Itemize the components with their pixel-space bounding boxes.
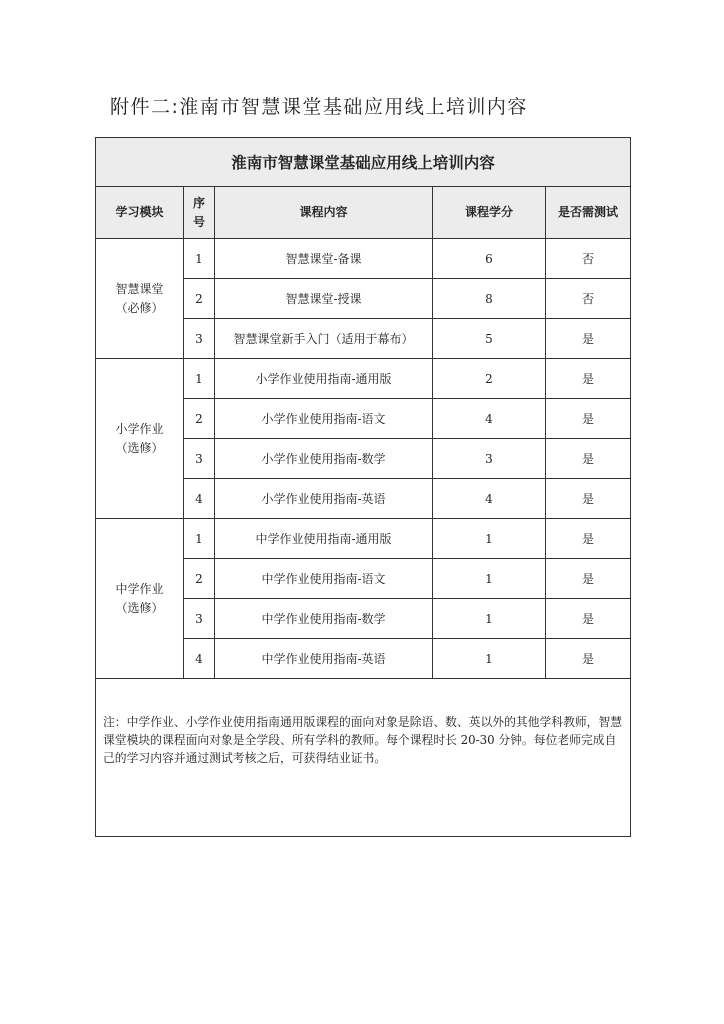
course-content-cell: 中学作业使用指南-数学: [215, 599, 433, 639]
module-name: 智慧课堂: [115, 281, 164, 296]
module-cell: [96, 519, 184, 679]
header-seq-line2: 号: [192, 214, 205, 229]
credit-cell: 3: [433, 439, 546, 479]
table-title: 淮南市智慧课堂基础应用线上培训内容: [96, 138, 631, 187]
module-name: 小学作业: [115, 421, 164, 436]
course-content-cell: 小学作业使用指南-英语: [215, 479, 433, 519]
course-content-cell: 小学作业使用指南-语文: [215, 399, 433, 439]
seq-cell: 1: [184, 239, 215, 279]
credit-cell: 1: [433, 519, 546, 559]
header-credit: 课程学分: [433, 187, 546, 239]
course-content-cell: 智慧课堂新手入门（适用于幕布）: [215, 319, 433, 359]
note-text: 注：中学作业、小学作业使用指南通用版课程的面向对象是除语、数、英以外的其他学科教师，智慧课堂模块的课程面向对象是全学段、所有学科的教师。每个课程时长 20-30 分钟。每位老师完成自己的学习内容并通过测试考核之后，可获得结业证书。: [96, 679, 631, 837]
header-row: [96, 187, 631, 239]
seq-cell: 1: [184, 359, 215, 399]
credit-cell: 2: [433, 359, 546, 399]
credit-cell: 5: [433, 319, 546, 359]
table-row: [96, 519, 631, 559]
module-tag: （必修）: [115, 300, 164, 315]
seq-cell: 3: [184, 439, 215, 479]
test-cell: 是: [546, 319, 631, 359]
seq-cell: 4: [184, 639, 215, 679]
course-content-cell: 小学作业使用指南-通用版: [215, 359, 433, 399]
seq-cell: 1: [184, 519, 215, 559]
training-content-table: [95, 137, 631, 837]
course-content-cell: 智慧课堂-备课: [215, 239, 433, 279]
seq-cell: 3: [184, 319, 215, 359]
module-name: 中学作业: [115, 581, 164, 596]
module-cell: [96, 359, 184, 519]
test-cell: 是: [546, 599, 631, 639]
seq-cell: 4: [184, 479, 215, 519]
header-content: 课程内容: [215, 187, 433, 239]
header-seq: [184, 187, 215, 239]
course-content-cell: 中学作业使用指南-通用版: [215, 519, 433, 559]
module-cell: [96, 239, 184, 359]
table-row: [96, 239, 631, 279]
course-content-cell: 小学作业使用指南-数学: [215, 439, 433, 479]
credit-cell: 1: [433, 599, 546, 639]
seq-cell: 2: [184, 399, 215, 439]
document-title: 附件二:淮南市智慧课堂基础应用线上培训内容: [110, 96, 528, 118]
module-tag: （选修）: [115, 440, 164, 455]
header-module: 学习模块: [96, 187, 184, 239]
credit-cell: 4: [433, 479, 546, 519]
module-tag: （选修）: [115, 600, 164, 615]
course-content-cell: 中学作业使用指南-语文: [215, 559, 433, 599]
credit-cell: 8: [433, 279, 546, 319]
test-cell: 否: [546, 279, 631, 319]
credit-cell: 6: [433, 239, 546, 279]
test-cell: 是: [546, 399, 631, 439]
test-cell: 是: [546, 359, 631, 399]
test-cell: 是: [546, 519, 631, 559]
test-cell: 否: [546, 239, 631, 279]
note-row: [96, 679, 631, 837]
credit-cell: 1: [433, 639, 546, 679]
test-cell: 是: [546, 439, 631, 479]
course-content-cell: 智慧课堂-授课: [215, 279, 433, 319]
credit-cell: 4: [433, 399, 546, 439]
seq-cell: 2: [184, 559, 215, 599]
test-cell: 是: [546, 479, 631, 519]
test-cell: 是: [546, 559, 631, 599]
seq-cell: 3: [184, 599, 215, 639]
table-row: [96, 359, 631, 399]
header-test: 是否需测试: [546, 187, 631, 239]
seq-cell: 2: [184, 279, 215, 319]
test-cell: 是: [546, 639, 631, 679]
header-seq-line1: 序: [192, 195, 205, 210]
credit-cell: 1: [433, 559, 546, 599]
course-content-cell: 中学作业使用指南-英语: [215, 639, 433, 679]
